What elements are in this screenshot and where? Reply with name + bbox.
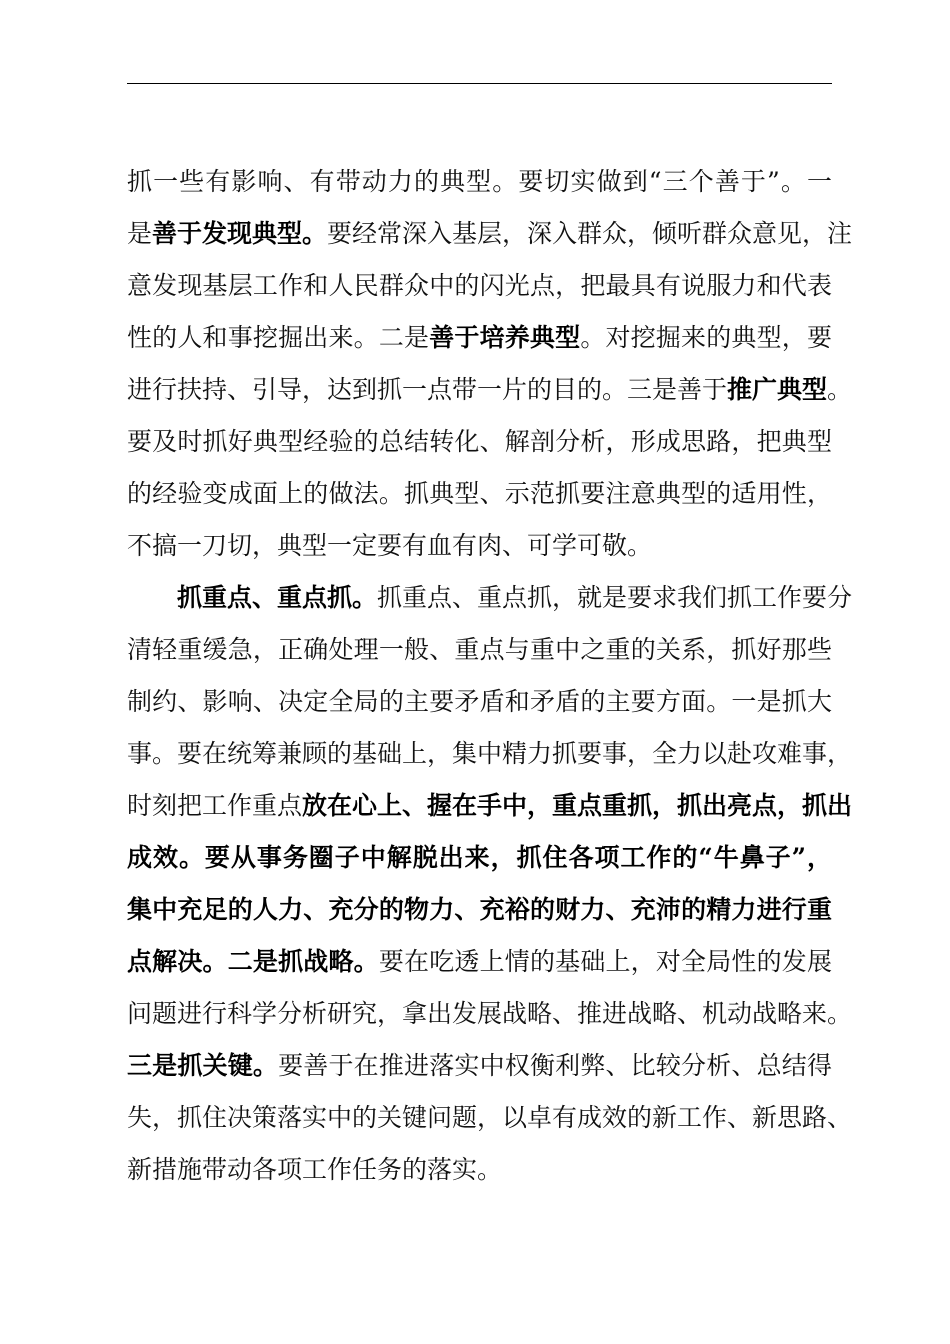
text-line	[127, 260, 832, 312]
bold-text-run: 善于发现典型。	[152, 219, 328, 248]
bold-text-run: 点解决。二是抓战略。	[127, 947, 379, 976]
text-run: 性的人和事挖掘出来。二是	[127, 323, 430, 352]
text-run: 新措施带动各项工作任务的落实。	[127, 1155, 503, 1184]
text-line	[127, 520, 832, 572]
text-run: 制约、影响、决定全局的主要矛盾和矛盾的主要方面。一是抓大	[127, 687, 832, 716]
text-run: 时刻把工作重点	[127, 791, 303, 820]
text-run: 。	[827, 375, 853, 404]
text-line	[127, 208, 853, 260]
text-line	[127, 156, 832, 208]
text-line	[127, 312, 832, 364]
text-line	[127, 728, 853, 780]
text-run: 清轻重缓急，正确处理一般、重点与重中之重的关系，抓好那些	[127, 635, 832, 664]
text-line	[127, 832, 832, 884]
text-run: 不搞一刀切，典型一定要有血有肉、可学可敬。	[127, 531, 653, 560]
text-line	[127, 988, 853, 1040]
text-run: 进行扶持、引导，达到抓一点带一片的目的。三是善于	[127, 375, 728, 404]
text-run: 抓重点、重点抓，就是要求我们抓工作要分	[377, 583, 853, 612]
text-run: 失，抓住决策落实中的关键问题，以卓有成效的新工作、新思路、	[127, 1103, 853, 1132]
text-line	[127, 416, 832, 468]
text-run: 要善于在推进落实中权衡利弊、比较分析、总结得	[278, 1051, 832, 1080]
text-run: 抓一些有影响、有带动力的典型。要切实做到“三个善于”。一	[127, 167, 832, 196]
paragraph-focus-priorities	[127, 572, 853, 1196]
text-run: 要经常深入基层，深入群众，倾听群众意见，注	[327, 219, 853, 248]
bold-text-run: 成效。要从事务圈子中解脱出来，抓住各项工作的“牛鼻子”，	[127, 843, 832, 872]
bold-text-run: 推广典型	[727, 375, 828, 404]
text-run: 要及时抓好典型经验的总结转化、解剖分析，形成思路，把典型	[127, 427, 832, 456]
text-line	[127, 780, 853, 832]
paragraph-typical-examples	[127, 156, 853, 572]
text-line	[127, 468, 832, 520]
text-line	[127, 572, 853, 624]
text-line	[127, 1040, 832, 1092]
text-run: 意发现基层工作和人民群众中的闪光点，把最具有说服力和代表	[127, 271, 832, 300]
text-line	[127, 884, 832, 936]
text-run: 要在吃透上情的基础上，对全局性的发展	[378, 947, 832, 976]
bold-text-run: 放在心上、握在手中，重点重抓，抓出亮点，抓出	[302, 791, 853, 820]
text-run: 问题进行科学分析研究，拿出发展战略、推进战略、机动战略来。	[127, 999, 853, 1028]
text-line	[127, 936, 832, 988]
header-rule	[127, 83, 832, 84]
document-body	[127, 156, 853, 1196]
text-line	[127, 364, 853, 416]
text-run: 。对挖掘来的典型，要	[580, 323, 832, 352]
text-run: 的经验变成面上的做法。抓典型、示范抓要注意典型的适用性，	[127, 479, 832, 508]
bold-text-run: 抓重点、重点抓。	[177, 583, 378, 612]
bold-text-run: 集中充足的人力、充分的物力、充裕的财力、充沛的精力进行重	[127, 895, 832, 924]
text-line	[127, 1144, 832, 1196]
text-line	[127, 1092, 853, 1144]
text-run: 事。要在统筹兼顾的基础上，集中精力抓要事，全力以赴攻难事，	[127, 739, 853, 768]
text-run: 是	[127, 219, 153, 248]
text-line	[127, 676, 832, 728]
text-line	[127, 624, 832, 676]
bold-text-run: 善于培养典型	[429, 323, 581, 352]
bold-text-run: 三是抓关键。	[127, 1051, 279, 1080]
